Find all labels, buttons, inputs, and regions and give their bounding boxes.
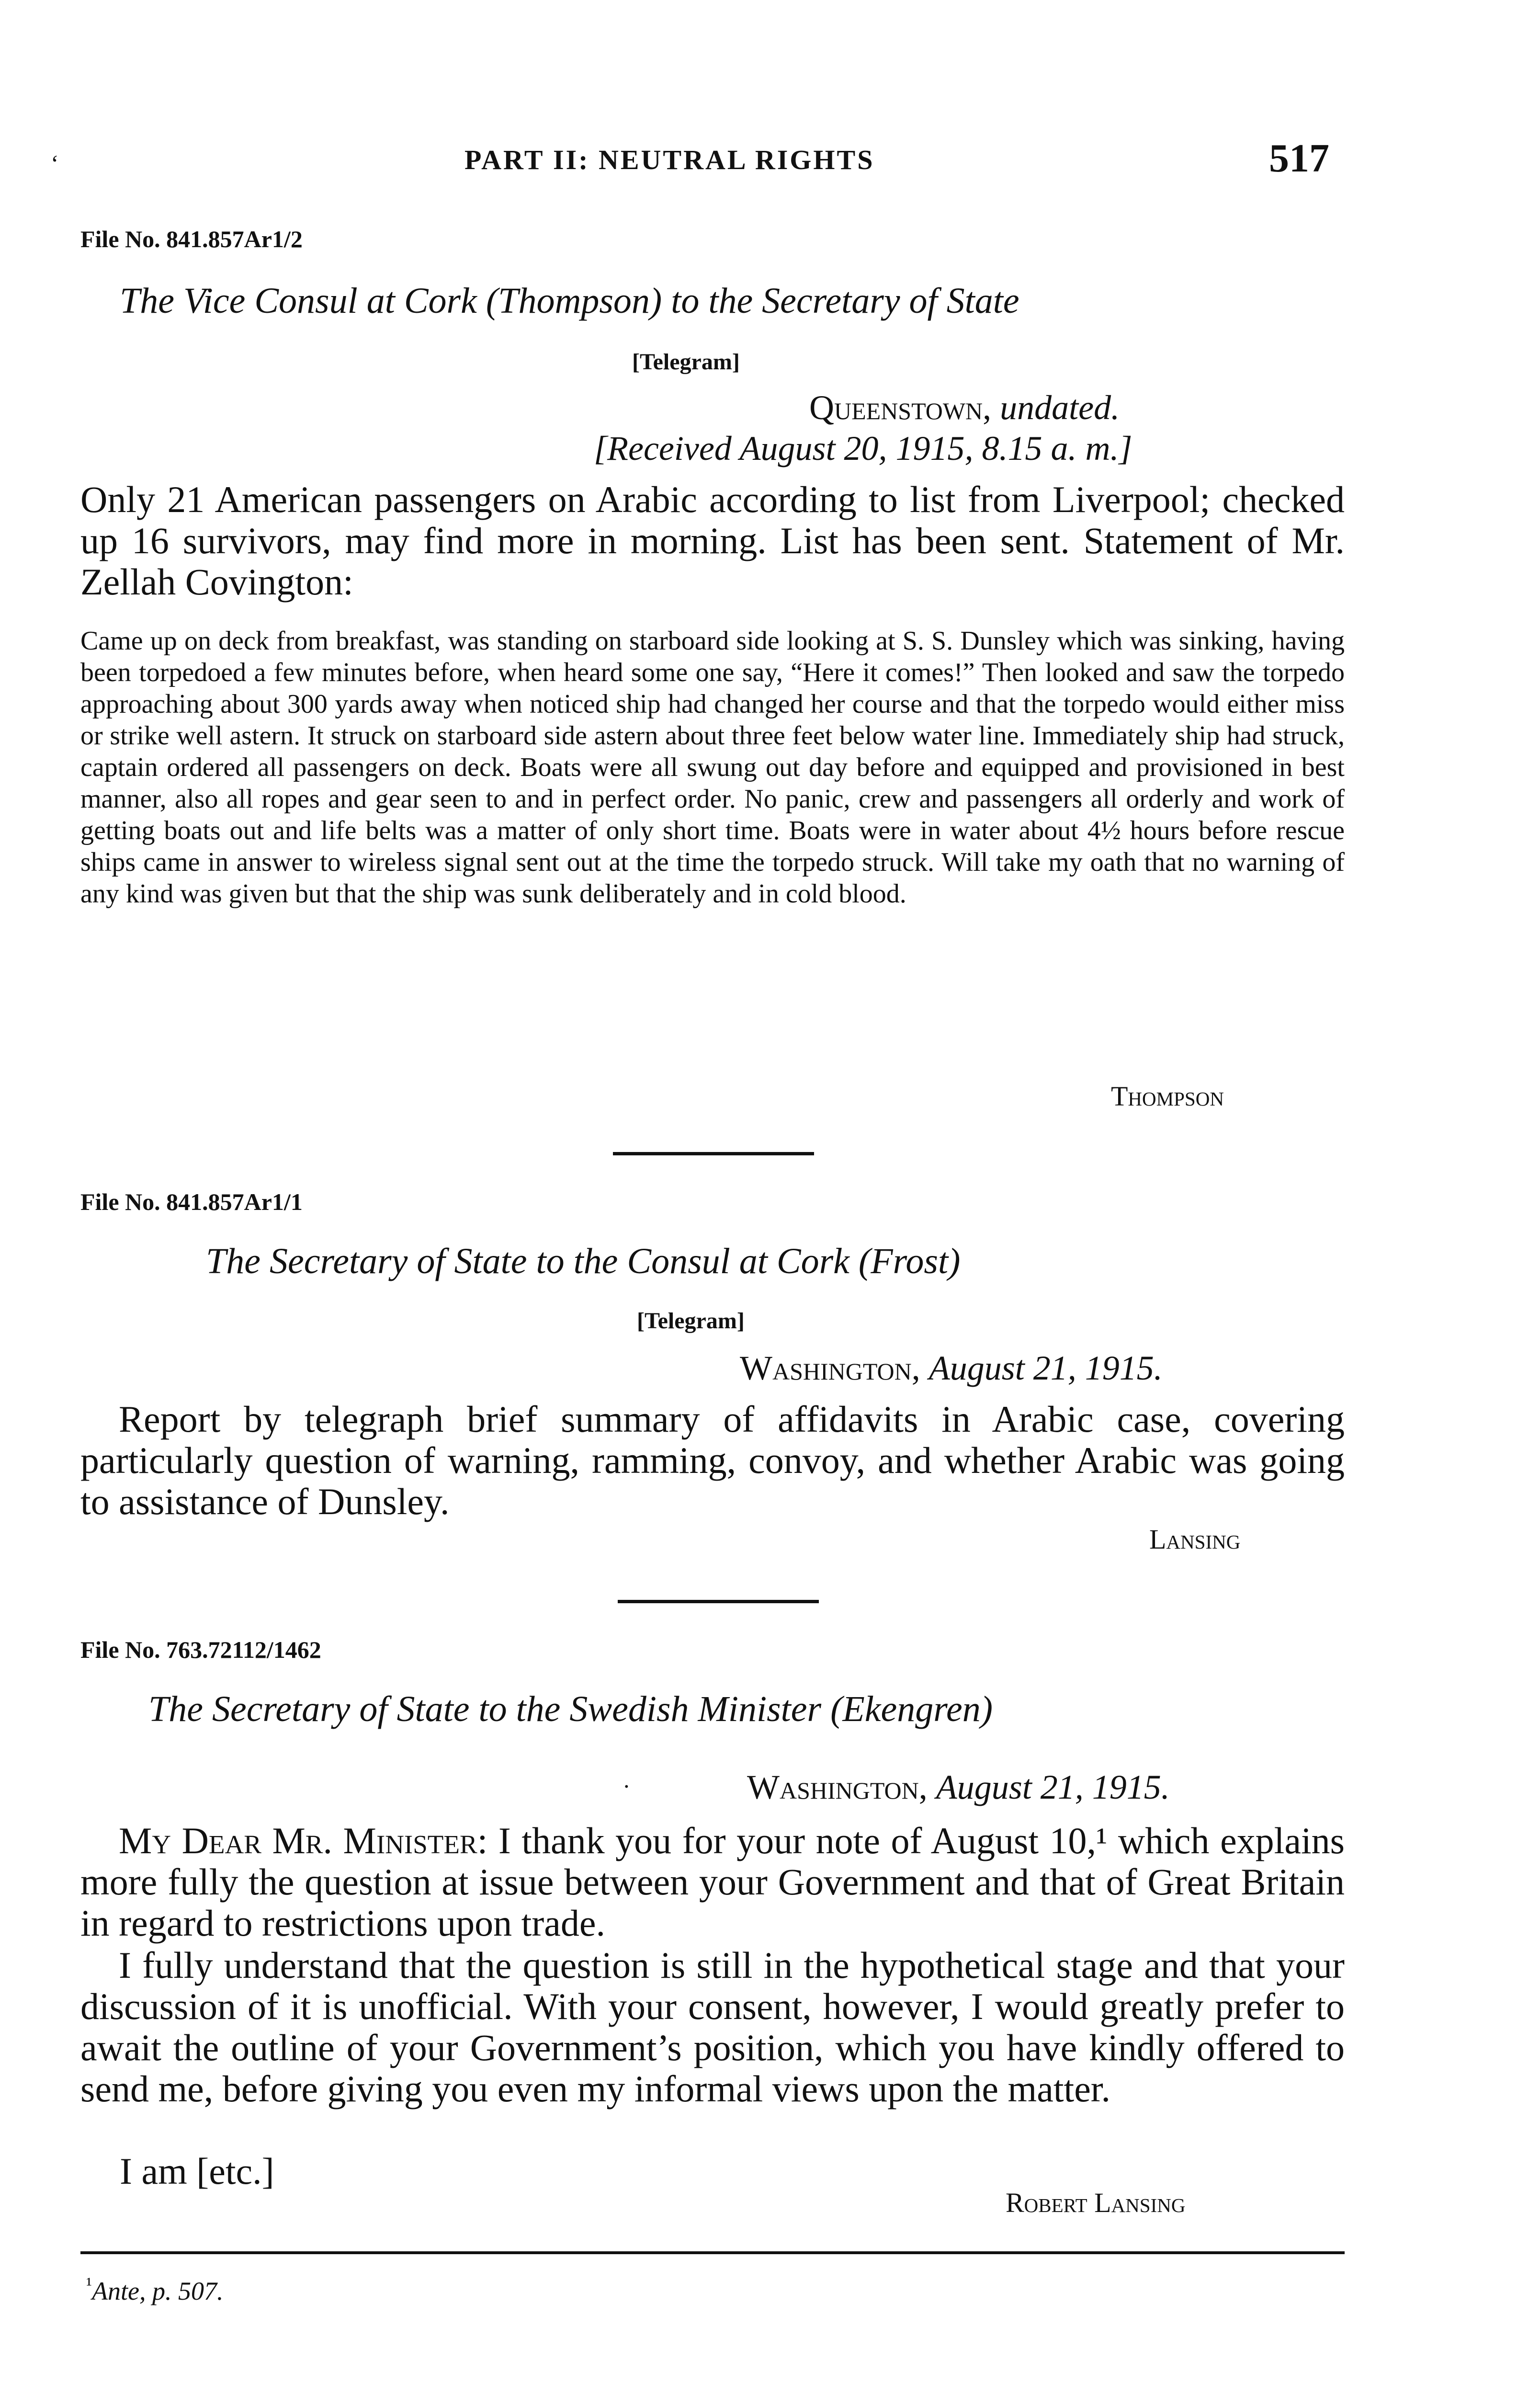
doc2-place: Washington, xyxy=(740,1349,920,1387)
doc3-closing: I am [etc.] xyxy=(120,2150,274,2192)
doc2-telegram-label: [Telegram] xyxy=(637,1308,745,1334)
doc1-paragraph: Only 21 American passengers on Arabic according to list from Liverpool; checked up 16 survivors, may find more in morning. List has been sent. Statement of Mr. Zellah Covington: xyxy=(80,479,1345,603)
doc3-file-number: File No. 763.72112/1462 xyxy=(80,1636,321,1663)
doc1-date: undated. xyxy=(1000,388,1120,427)
footnote-rule xyxy=(80,2251,1345,2254)
footnote-text: Ante, p. 507. xyxy=(92,2277,224,2305)
doc2-signature: Lansing xyxy=(1149,1524,1241,1555)
doc3-date: August 21, 1915. xyxy=(936,1768,1170,1806)
doc3-place: Washington, xyxy=(747,1768,928,1806)
doc3-paragraph-2: I fully understand that the question is still in the hypothetical stage and that your discussion of it is unofficial. With your consent, however, I would greatly prefer to await the outline of your Government’s position, which you have kindly offered to send me, before giving you even my informal views upon the matter. xyxy=(80,1944,1345,2110)
doc2-title: The Secretary of State to the Consul at Cork (Frost) xyxy=(206,1241,961,1281)
doc1-telegram-label: [Telegram] xyxy=(632,349,740,375)
doc3-title: The Secretary of State to the Swedish Minister (Ekengren) xyxy=(148,1689,993,1729)
doc3-paragraph-1-text: I thank you for your note of August 10,¹ which explains more fully the question at issue between your Government and that of Great Britain in regard to restrictions upon trade. xyxy=(80,1820,1345,1944)
doc3-salutation: My Dear Mr. Minister: xyxy=(119,1820,488,1861)
section-divider-1 xyxy=(613,1152,814,1155)
stray-dot: · xyxy=(623,1773,631,1800)
section-divider-2 xyxy=(618,1600,819,1603)
doc3-signature: Robert Lansing xyxy=(1006,2187,1186,2218)
page-number: 517 xyxy=(1269,136,1329,181)
doc1-signature: Thompson xyxy=(1111,1081,1224,1112)
doc1-received: [Received August 20, 1915, 8.15 a. m.] xyxy=(594,429,1132,468)
doc2-file-number: File No. 841.857Ar1/1 xyxy=(80,1188,303,1215)
doc3-dateline xyxy=(747,1768,1170,1807)
doc2-dateline xyxy=(740,1348,1163,1388)
doc1-file-number: File No. 841.857Ar1/2 xyxy=(80,226,303,252)
doc1-place: Queenstown, xyxy=(809,388,992,427)
doc3-paragraph-1 xyxy=(80,1820,1345,1944)
doc2-paragraph: Report by telegraph brief summary of affidavits in Arabic case, covering particularly question of warning, ramming, convoy, and whether Arabic was going to assistance of Dunsley. xyxy=(80,1398,1345,1522)
running-header: PART II: NEUTRAL RIGHTS xyxy=(464,144,875,175)
doc1-dateline xyxy=(809,388,1120,428)
footnote-marker: ¹ xyxy=(86,2273,92,2295)
footnote xyxy=(86,2273,223,2306)
doc1-title: The Vice Consul at Cork (Thompson) to the Secretary of State xyxy=(120,281,1019,321)
margin-tick: ʻ xyxy=(51,150,59,177)
doc2-date: August 21, 1915. xyxy=(929,1349,1163,1387)
doc1-quoted-statement: Came up on deck from breakfast, was standing on starboard side looking at S. S. Dunsley which was sinking, having been torpedoed a few minutes before, when heard some one say, “Here it comes!” Then looked and saw the torpedo approaching about 300 yards away when noticed ship had changed her course and that the torpedo would either miss or strike well astern. It struck on starboard side astern about three feet below water line. Immediately ship had struck, captain ordered all passengers on deck. Boats were all swung out day before and equipped and provisioned in best manner, also all ropes and gear seen to and in perfect order. No panic, crew and passengers all orderly and work of getting boats out and life belts was a matter of only short time. Boats were in water about 4½ hours before rescue ships came in answer to wireless signal sent out at the time the torpedo struck. Will take my oath that no warning of any kind was given but that the ship was sunk deliberately and in cold blood. xyxy=(80,626,1345,909)
